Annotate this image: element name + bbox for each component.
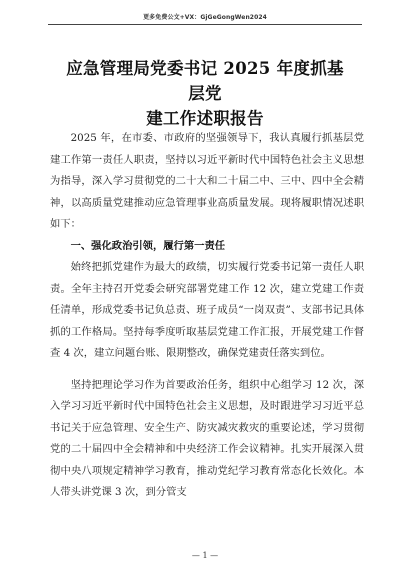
document-title [60,56,350,131]
page-number: — 1 — [191,551,219,560]
section-1-paragraph-1: 始终把抓党建作为最大的政绩，切实履行党委书记第一责任人职责。全年主持召开党委会研究部署党建工作 12 次，建立党建工作责任清单，形成党委书记负总责、班子成员“一岗双责”、支部书记具体抓的工作格局。坚持每季度听取基层党建工作汇报，开展党建工作督查 4 次，建立问题台账、限期整改，确保党建责任落实到位。 [50,261,364,359]
intro-paragraph: 2025 年，在市委、市政府的坚强领导下，我认真履行抓基层党建工作第一责任人职责，坚持以习近平新时代中国特色社会主义思想为指导，深入学习贯彻党的二十大和二十届二中、三中、四中全会精神，以高质量党建推动应急管理事业高质量发展。现将履职情况述职如下： [50,132,364,230]
section-1-heading: 一、强化政治引领，履行第一责任 [70,239,226,252]
document-body [50,128,364,504]
title-line-2: 建工作述职报告 [146,109,264,128]
header-divider [48,24,362,25]
section-1-paragraph-2: 坚持把理论学习作为首要政治任务，组织中心组学习 12 次，深入学习习近平新时代中国特色社会主义思想，及时跟进学习习近平总书记关于应急管理、安全生产、防灾减灾救灾的重要论述，学习贯彻党的二十届四中全会精神和中央经济工作会议精神。扎实开展深入贯彻中央八项规定精神学习教育，推动党纪学习教育常态化长效化。本人带头讲党课 3 次，到分管支 [50,378,364,498]
page-header-watermark: 更多免费公文+VX：GjGeGongWen2024 [143,14,267,21]
title-line-1: 应急管理局党委书记 2025 年度抓基层党 [66,59,344,103]
